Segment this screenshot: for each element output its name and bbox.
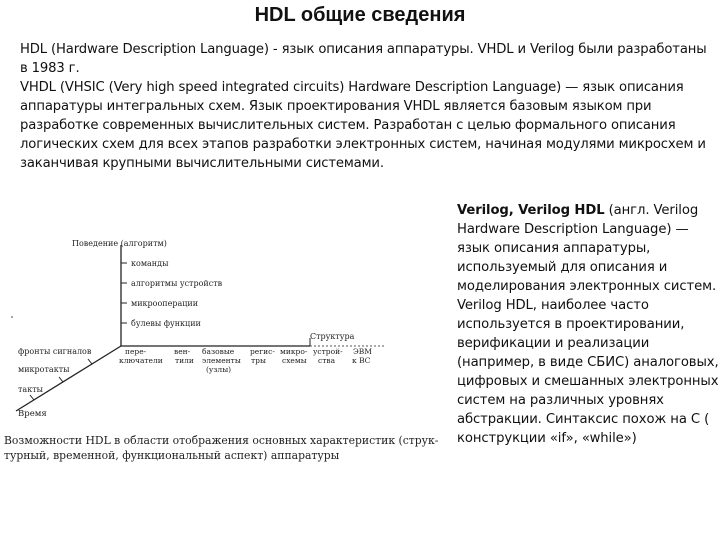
stray-dot <box>11 316 13 318</box>
structure-level-gates: вен- тили <box>174 347 194 365</box>
time-level-microcycles: микротакты <box>18 365 70 374</box>
time-level-signal-fronts: фронты сигналов <box>18 347 92 356</box>
caption-line-2: турный, временной, функциональный аспект) аппаратуры <box>4 449 340 462</box>
behavior-level-microops: микрооперации <box>131 299 199 308</box>
diagram-caption <box>4 433 454 463</box>
hdl-paragraph: HDL (Hardware Description Language) - язык описания аппаратуры. VHDL и Verilog были разработаны в 1983 г. <box>20 42 707 76</box>
structure-level-microcircuits: микро- схемы <box>280 347 308 365</box>
behavior-level-boolean: булевы функции <box>131 319 201 328</box>
time-axis-label: Время <box>18 409 47 419</box>
structure-level-basic-elements: базовые элементы (узлы) <box>202 347 241 374</box>
structure-level-registers: регис- тры <box>250 347 275 365</box>
structure-level-devices: устрой- ства <box>313 347 343 365</box>
intro-text <box>20 40 710 173</box>
caption-line-1: Возможности HDL в области отображения основных характеристик (струк- <box>4 434 439 447</box>
behavior-level-commands: команды <box>131 259 169 268</box>
verilog-description: (англ. Verilog Hardware Description Language) —язык описания аппаратуры, используемый для описания и моделирования электронных систем. Verilog HDL, наиболее часто используется в проектировании, верификации и реализации (например, в виде СБИС) аналоговых, цифровых и смешанных электронных систем на различных уровнях абстракции. Синтаксис похож на С ( конструкции «if», «while») <box>457 203 719 446</box>
structure-axis-label: Структура <box>310 332 355 341</box>
verilog-term: Verilog, Verilog HDL <box>457 203 605 218</box>
behavior-axis-label: Поведение (алгоритм) <box>72 239 167 248</box>
time-level-cycles: такты <box>18 385 43 394</box>
behavior-level-algorithms: алгоритмы устройств <box>131 279 223 288</box>
structure-level-switches: пере- ключатели <box>119 347 163 365</box>
structure-level-computers: ЭВМ к ВС <box>352 347 372 365</box>
page-title: HDL общие сведения <box>254 4 466 26</box>
vhdl-paragraph: VHDL (VHSIC (Very high speed integrated circuits) Hardware Description Language) — язык описания аппаратуры интегральных схем. Язык проектирования VHDL является базовым языком при разработке современных вычислительных систем. Разработан с целью формального описания логических схем для всех этапов разработки электронных систем, начиная модулями микросхем и заканчивая крупными вычислительными системами. <box>20 80 706 171</box>
hdl-capabilities-diagram <box>0 226 450 466</box>
verilog-paragraph <box>457 201 719 448</box>
behavior-ticks <box>121 263 127 323</box>
